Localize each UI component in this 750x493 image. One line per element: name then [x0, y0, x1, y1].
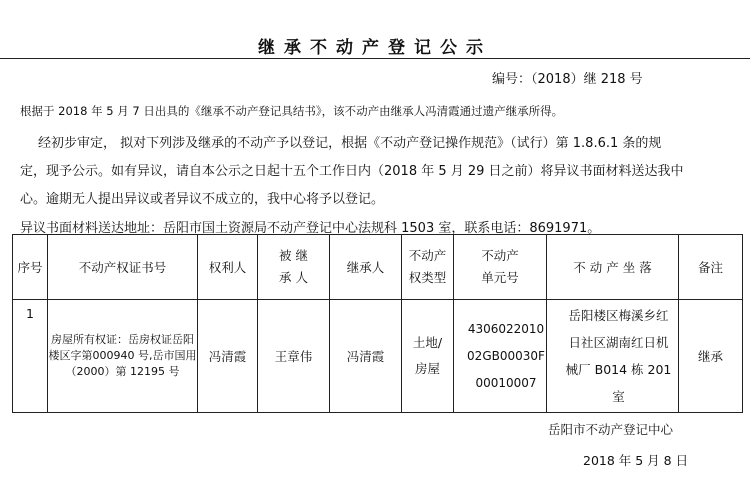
- header-remark: 备注: [679, 235, 743, 300]
- cell-unit-line-3: 00010007: [475, 375, 537, 390]
- cell-type-line-1: 土地/: [412, 335, 443, 350]
- cell-seq: 1: [13, 300, 48, 413]
- issuer-name: 岳阳市不动产登记中心: [548, 422, 674, 437]
- header-unit-line-1: 不动产: [481, 248, 519, 263]
- cell-location-line-1: 岳阳楼区梅溪乡红: [568, 308, 669, 323]
- header-unit-line-2: 单元号: [481, 270, 519, 285]
- cell-location-line-2: 日社区湖南红日机: [568, 335, 669, 350]
- header-type: [402, 235, 454, 300]
- cell-location: [547, 300, 679, 413]
- review-paragraph-line-2: 定，现予公示。如有异议，请自本公示之日起十五个工作日内（2018 年 5 月 29 日之前）将异议书面材料送达我中: [20, 164, 684, 179]
- header-type-line-1: 不动产: [408, 248, 447, 263]
- header-heir: [258, 235, 330, 300]
- header-successor: 继承人: [330, 235, 402, 300]
- header-unit: [454, 235, 547, 300]
- header-location: 不 动 产 坐 落: [547, 235, 679, 300]
- issue-date: 2018 年 5 月 8 日: [583, 453, 689, 468]
- header-cert: 不动产权证书号: [48, 235, 198, 300]
- header-type-line-2: 权类型: [408, 270, 447, 285]
- header-owner: 权利人: [198, 235, 258, 300]
- cell-location-line-3: 械厂 B014 栋 201 室: [565, 362, 672, 404]
- cell-type: [402, 300, 454, 413]
- basis-paragraph: 根据于 2018 年 5 月 7 日出具的《继承不动产登记具结书》，该不动产由继承人冯清霞通过遗产继承所得。: [20, 104, 564, 118]
- cell-unit-line-1: 4306022010: [467, 321, 545, 336]
- header-heir-line-1: 被 继: [279, 248, 308, 263]
- title-divider: [0, 58, 750, 59]
- cell-remark: 继承: [679, 300, 743, 413]
- cell-cert: 房屋所有权证：岳房权证岳阳楼区字第000940 号,岳市国用（2000）第 12195 号: [48, 300, 198, 413]
- table-row: [13, 300, 743, 413]
- header-heir-line-2: 承 人: [279, 270, 308, 285]
- table-header-row: [13, 235, 743, 300]
- notice-title: 继承不动产登记公示: [258, 38, 492, 58]
- registration-table: [12, 234, 743, 413]
- cell-unit: [454, 300, 547, 413]
- doc-number: 编号：（2018）继 218 号: [492, 72, 643, 87]
- cell-successor: 冯清霞: [330, 300, 402, 413]
- review-paragraph-line-1: 经初步审定， 拟对下列涉及继承的不动产予以登记，根据《不动产登记操作规范》（试行）第 1.8.6.1 条的规: [38, 136, 662, 151]
- cell-heir: 王章伟: [258, 300, 330, 413]
- header-seq: 序号: [13, 235, 48, 300]
- objection-address: 异议书面材料送达地址：岳阳市国土资源局不动产登记中心法规科 1503 室，联系电话：8691971。: [20, 221, 601, 236]
- cell-owner: 冯清霞: [198, 300, 258, 413]
- cell-type-line-2: 房屋: [414, 361, 440, 376]
- cell-unit-line-2: 02GB00030F: [467, 348, 545, 363]
- review-paragraph-line-3: 心。逾期无人提出异议或者异议不成立的，我中心将予以登记。: [20, 192, 385, 207]
